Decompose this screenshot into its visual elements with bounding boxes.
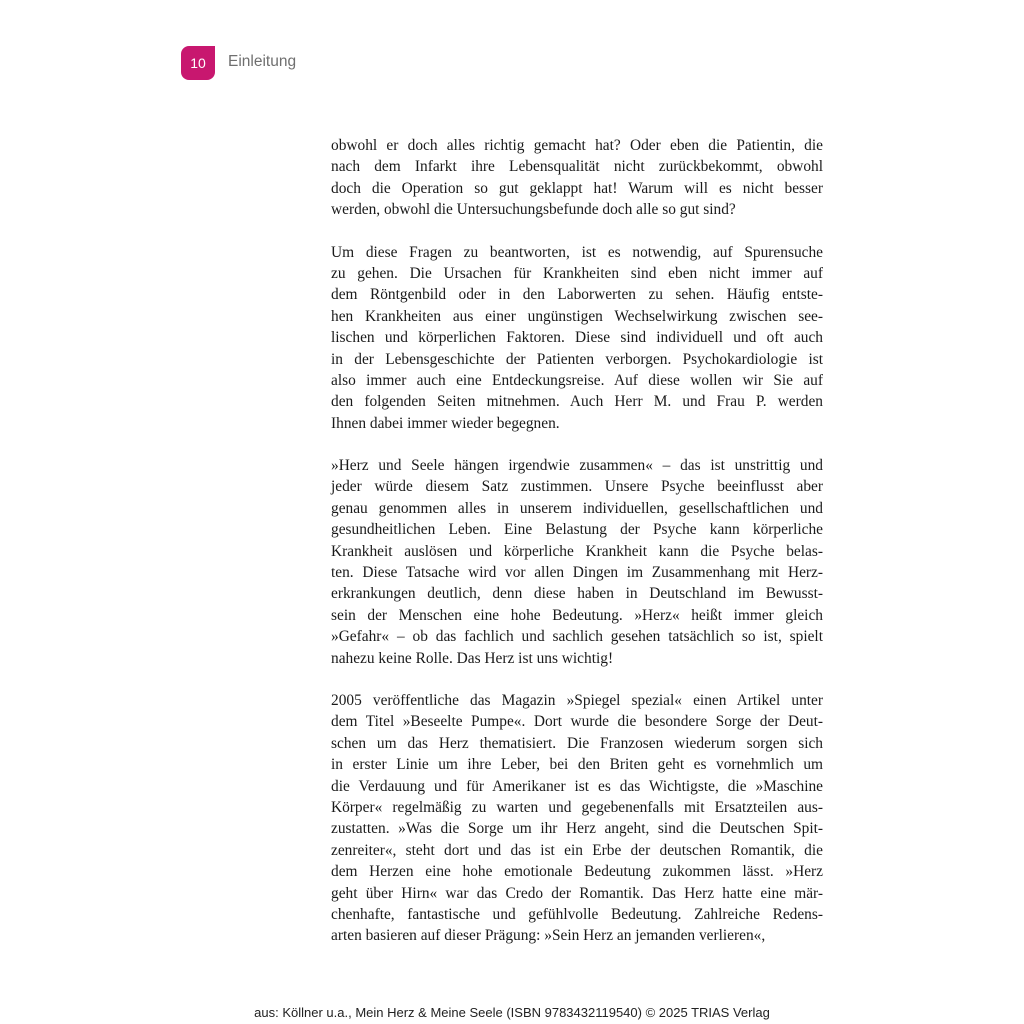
text-line: Krankheit auslösen und körperliche Krankheit kann die Psyche belas- [331,542,823,560]
text-line: Körper« regelmäßig zu warten und gegebenenfalls mit Ersatzteilen aus- [331,798,823,816]
text-line: lischen und körperlichen Faktoren. Diese sind individuell und oft auch [331,329,823,347]
text-line: genau genommen alles in unserem individuellen, gesellschaftlichen und [331,499,823,517]
text-line: doch die Operation so gut geklappt hat! Warum will es nicht besser [331,179,823,197]
text-line: also immer auch eine Entdeckungsreise. Auf diese wollen wir Sie auf [331,371,823,389]
text-line: jeder würde diesem Satz zustimmen. Unsere Psyche beeinflusst aber [331,478,823,496]
text-line: in der Lebensgeschichte der Patienten verborgen. Psychokardiologie ist [331,350,823,368]
paragraph [331,242,823,435]
text-line: erkrankungen deutlich, denn diese haben in Deutschland im Bewusst- [331,585,823,603]
paragraph [331,690,823,947]
text-line: dem Herzen eine hohe emotionale Bedeutung zukommen lässt. »Herz [331,863,823,881]
paragraph [331,135,823,221]
chapter-title: Einleitung [228,53,297,70]
text-line: ten. Diese Tatsache wird vor allen Dingen im Zusammenhang mit Herz- [331,564,823,582]
text-line: nach dem Infarkt ihre Lebensqualität nicht zurückbekommt, obwohl [331,158,823,176]
paragraph [331,455,823,669]
text-line: »Herz und Seele hängen irgendwie zusammen« – das ist unstrittig und [331,457,823,475]
text-line: chenhafte, fantastische und gefühlvolle Bedeutung. Zahlreiche Redens- [331,905,823,923]
text-line: gesundheitlichen Leben. Eine Belastung der Psyche kann körperliche [331,521,823,539]
text-line: »Gefahr« – ob das fachlich und sachlich gesehen tatsächlich so ist, spielt [331,628,823,646]
text-line: obwohl er doch alles richtig gemacht hat? Oder eben die Patientin, die [331,137,823,154]
text-line: werden, obwohl die Untersuchungsbefunde doch alle so gut sind? [331,201,736,219]
page-number-badge [181,46,215,80]
body-text [331,135,823,968]
text-line: Ihnen dabei immer wieder begegnen. [331,414,560,432]
text-line: 2005 veröffentliche das Magazin »Spiegel spezial« einen Artikel unter [331,691,823,709]
text-line: sein der Menschen eine hohe Bedeutung. »Herz« heißt immer gleich [331,606,823,624]
page-number: 10 [190,55,206,71]
text-line: in erster Linie um ihre Leber, bei den Briten geht es vornehmlich um [331,756,823,774]
text-line: den folgenden Seiten mitnehmen. Auch Herr M. und Frau P. werden [331,393,823,411]
text-line: dem Röntgenbild oder in den Laborwerten zu sehen. Häufig entste- [331,286,823,304]
text-line: schen um das Herz thematisiert. Die Franzosen wiederum sorgen sich [331,734,823,752]
text-line: nahezu keine Rolle. Das Herz ist uns wichtig! [331,649,614,667]
text-line: geht über Hirn« war das Credo der Romantik. Das Herz hatte eine mär- [331,884,823,902]
text-line: zu gehen. Die Ursachen für Krankheiten sind eben nicht immer auf [331,264,823,282]
text-line: hen Krankheiten aus einer ungünstigen Wechselwirkung zwischen see- [331,307,823,325]
text-line: zenreiter«, steht dort und das ist ein Erbe der deutschen Romantik, die [331,841,823,859]
citation-footer: aus: Köllner u.a., Mein Herz & Meine Seele (ISBN 9783432119540) © 2025 TRIAS Verlag [254,1005,770,1020]
text-line: die Verdauung und für Amerikaner ist es das Wichtigste, die »Maschine [331,777,823,795]
text-line: zustatten. »Was die Sorge um ihr Herz angeht, sind die Deutschen Spit- [331,820,823,838]
text-line: arten basieren auf dieser Prägung: »Sein Herz an jemanden verlieren«, [331,927,766,945]
text-line: Um diese Fragen zu beantworten, ist es notwendig, auf Spurensuche [331,243,823,261]
text-line: dem Titel »Beseelte Pumpe«. Dort wurde die besondere Sorge der Deut- [331,713,823,731]
